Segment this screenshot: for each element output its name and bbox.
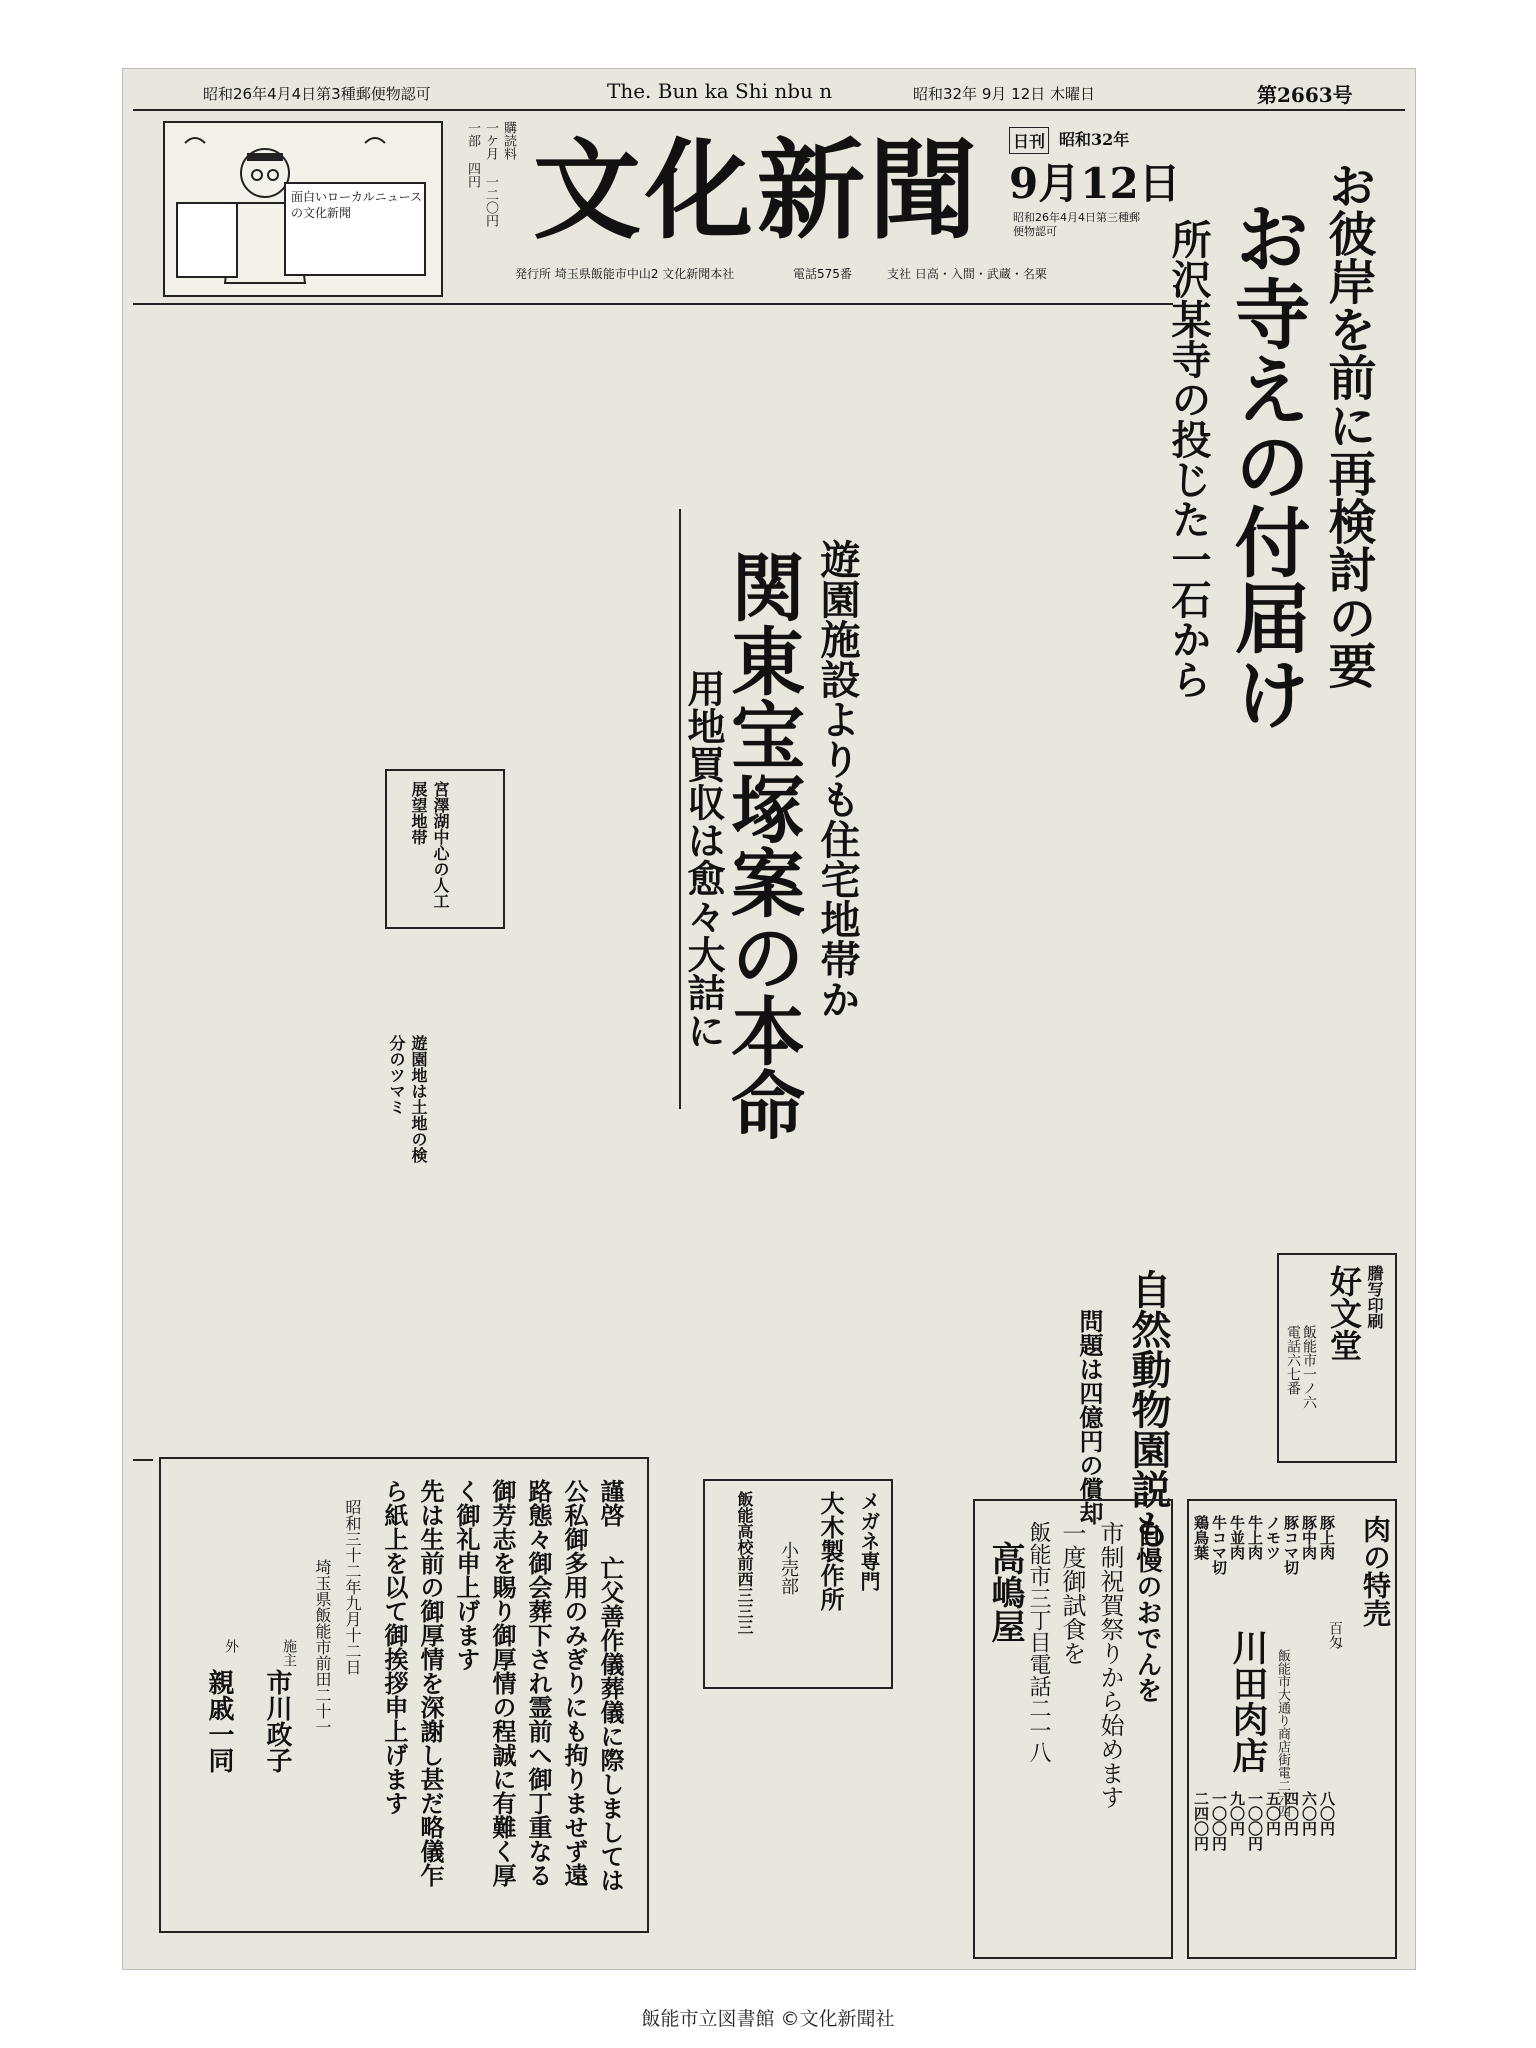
distribution-line: 支社 日高・入間・武蔵・名栗: [887, 267, 1047, 281]
lower-section-rule: [133, 1459, 153, 1461]
megane-address: 飯能高校前西三三三: [735, 1491, 754, 1635]
condolence-line: ら紙上を以て御挨拶申上げます: [380, 1479, 409, 1815]
condolence-line: 謹啓 亡父善作儀葬儀に際しましては: [596, 1479, 625, 1892]
megane-sub: 小売部: [778, 1541, 799, 1595]
main-subhead: 所沢某寺の投じた一石から: [1165, 219, 1212, 699]
butcher-item: 豚コマ切: [1282, 1515, 1300, 1575]
miyazawa-headline: 宮澤湖中心の人工展望地帯: [409, 781, 450, 909]
oden-line: 一度御試食を: [1058, 1521, 1086, 1665]
postal-permit: 昭和26年4月4日第3種郵便物認可: [203, 85, 431, 103]
amusement-headline-2: 関東宝塚案の本命: [719, 549, 805, 1141]
top-rule: [133, 109, 1405, 111]
condolence-date: 昭和三十二年九月十二日: [343, 1499, 362, 1675]
roman-title: The. Bun ka Shi nbu n: [607, 79, 833, 103]
butcher-price: 一〇〇円: [1210, 1791, 1228, 1851]
condolence-address: 埼玉県飯能市前田二十一: [313, 1559, 332, 1735]
amusement-headline-1: 遊園施設よりも住宅地帯か: [814, 539, 861, 1019]
masthead-rule: [133, 303, 1173, 305]
butcher-price: 八〇円: [1318, 1791, 1336, 1836]
oden-address: 飯能市三丁目電話二一八: [1026, 1521, 1051, 1763]
oden-ad[interactable]: [973, 1499, 1173, 1959]
zoo-headline: 自然動物園説も: [1125, 1269, 1172, 1549]
phone-line: 電話575番: [793, 267, 852, 281]
oden-line: 市制祝賀祭りから始めます: [1096, 1521, 1124, 1809]
cartoon-panel: [163, 121, 443, 297]
condolence-line: 路態々御会葬下され霊前へ御丁重なる: [524, 1479, 553, 1887]
masthead-permit: 昭和26年4月4日第三種郵便物認可: [1013, 211, 1140, 238]
cartoon-caption: 面白いローカルニュースの文化新聞: [291, 190, 423, 220]
megane-ad[interactable]: [703, 1479, 893, 1689]
butcher-price: 九〇円: [1228, 1791, 1246, 1836]
amusement-box-headline: 遊園地は土地の検分のツマミ: [387, 1035, 428, 1163]
condolence-chief: 市川政子: [262, 1669, 292, 1773]
newspaper-page: [122, 68, 1416, 1970]
butcher-item: 牛上肉: [1246, 1515, 1264, 1560]
masthead-title: 文化新聞: [533, 128, 982, 254]
butcher-price: 五〇円: [1264, 1791, 1282, 1836]
megane-line: メガネ専門: [857, 1491, 881, 1591]
print-shop-name: 好文堂: [1325, 1265, 1363, 1361]
condolence-chief-label: 施主: [281, 1639, 297, 1667]
body-column-block: [137, 315, 1157, 499]
issue-date: 昭和32年 9月 12日 木曜日: [913, 85, 1096, 103]
main-headline-2: お寺えの付届け: [1222, 199, 1311, 731]
butcher-price: 四〇円: [1282, 1791, 1300, 1836]
butcher-unit: 百匁: [1327, 1621, 1343, 1649]
condolence-line: 公私御多用のみぎりにも拘りませず遠: [560, 1479, 589, 1887]
butcher-item: 鶏鳥葉: [1192, 1515, 1210, 1560]
print-shop-ad[interactable]: [1277, 1253, 1397, 1463]
condolence-line: 先は生前の御厚情を深謝し甚だ略儀乍: [416, 1479, 445, 1887]
publisher-line: 発行所 埼玉県飯能市中山2 文化新聞本社: [515, 267, 735, 281]
main-headline-1: お彼岸を前に再検討の要: [1320, 161, 1376, 689]
edition-badge: 日刊: [1009, 127, 1049, 154]
oden-shop-name: 高嶋屋: [985, 1541, 1025, 1643]
butcher-price: 一〇〇円: [1246, 1791, 1264, 1851]
condolence-others-label: 外: [223, 1639, 239, 1653]
butcher-item: 豚上肉: [1318, 1515, 1336, 1560]
issue-number: 第2663号: [1257, 83, 1353, 107]
print-shop-address: 飯能市一ノ六: [1301, 1325, 1317, 1409]
condolence-notice: [159, 1457, 649, 1933]
body-column-block: [893, 509, 1393, 1069]
masthead-date: 9月12日: [1009, 159, 1181, 208]
condolence-others: 親戚一同: [204, 1669, 234, 1773]
butcher-address: 飯能市大通り商店街電二六四: [1275, 1649, 1290, 1818]
butcher-item: 牛並肉: [1228, 1515, 1246, 1560]
print-shop-label: 謄写印刷: [1365, 1265, 1384, 1329]
butcher-ad[interactable]: [1187, 1499, 1397, 1959]
butcher-item: 牛コマ切: [1210, 1515, 1228, 1575]
archive-footer: 飯能市立図書館 ©文化新聞社: [641, 2008, 895, 2030]
butcher-name: 川田肉店: [1227, 1629, 1269, 1773]
amusement-subhead: 用地買収は愈々大詰に: [681, 669, 726, 1049]
zoo-subhead: 問題は四億円の償却: [1075, 1309, 1104, 1525]
condolence-line: 御芳志を賜り御厚情の程誠に有難く厚: [488, 1479, 517, 1887]
butcher-item: 豚中肉: [1300, 1515, 1318, 1560]
masthead-year: 昭和32年: [1059, 130, 1130, 149]
print-shop-phone: 電話六七番: [1285, 1325, 1301, 1395]
subscription-price: 購読料 一ケ月 一二〇円 一部 四円: [465, 121, 516, 227]
butcher-item: ノモツ: [1264, 1515, 1282, 1560]
butcher-price: 二四〇円: [1192, 1791, 1210, 1851]
condolence-line: く御礼申上げます: [452, 1479, 481, 1671]
butcher-price: 六〇円: [1300, 1791, 1318, 1836]
oden-line: 自慢のおでんを: [1132, 1521, 1162, 1703]
megane-name: 大木製作所: [816, 1491, 845, 1611]
butcher-heading: 肉の特売: [1359, 1515, 1392, 1627]
